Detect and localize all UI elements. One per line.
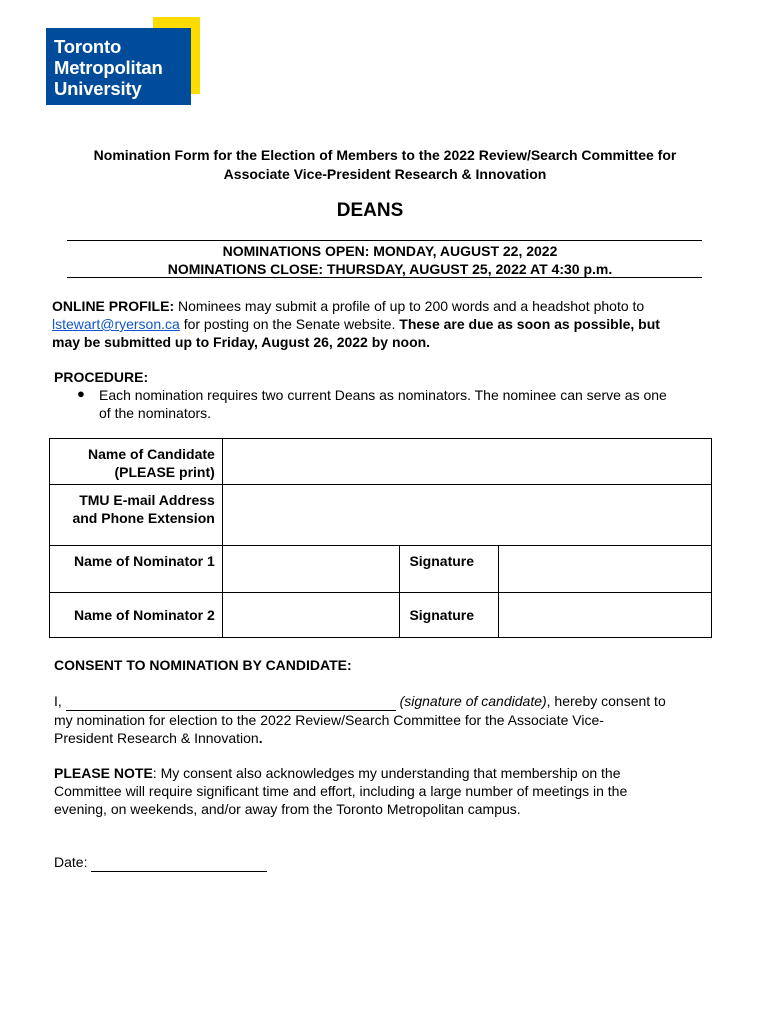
title-line-2: Associate Vice-President Research & Innovation [223, 166, 547, 182]
email-link[interactable]: lstewart@ryerson.ca [52, 316, 180, 332]
consent-heading: CONSENT TO NOMINATION BY CANDIDATE: [54, 657, 352, 673]
consent-prefix: I, [54, 693, 66, 709]
title-line-1: Nomination Form for the Election of Members to the 2022 Review/Search Committee for [93, 147, 677, 163]
form-title [40, 146, 730, 184]
nominations-close: NOMINATIONS CLOSE: THURSDAY, AUGUST 25, 2022 AT 4:30 p.m. [167, 261, 613, 277]
procedure-label: PROCEDURE: [54, 369, 149, 385]
candidate-label-line-2: (PLEASE print) [114, 464, 215, 480]
email-phone-field[interactable] [222, 485, 711, 546]
consent-statement [54, 692, 724, 747]
online-profile-deadline-1: These are due as soon as possible, but [399, 316, 660, 332]
online-profile-section [52, 297, 722, 351]
signature-2-label: Signature [400, 593, 499, 638]
candidate-name-field[interactable] [222, 439, 711, 485]
email-phone-label [50, 485, 223, 546]
please-note-label: PLEASE NOTE [54, 765, 153, 781]
nominator-1-field[interactable] [222, 546, 400, 593]
online-profile-text-1: Nominees may submit a profile of up to 200 words and a headshot photo to [174, 298, 645, 314]
table-row [50, 593, 712, 638]
signature-1-label: Signature [400, 546, 499, 593]
divider-top [67, 240, 702, 241]
procedure-text [99, 386, 667, 422]
page-heading: DEANS [336, 200, 404, 221]
date-section [54, 853, 724, 872]
logo-line-3: University [54, 78, 142, 99]
procedure-line-2: of the nominators. [99, 405, 212, 421]
bullet-icon: ● [77, 386, 85, 401]
note-line-1: : My consent also acknowledges my understanding that membership on the [152, 765, 621, 781]
nominations-open: NOMINATIONS OPEN: MONDAY, AUGUST 22, 2022 [222, 243, 558, 259]
signature-2-field[interactable] [499, 593, 712, 638]
procedure-line-1: Each nomination requires two current Deans as nominators. The nominee can serve as one [99, 387, 667, 403]
email-label-line-2: and Phone Extension [72, 510, 215, 526]
note-line-3: evening, on weekends, and/or away from the Toronto Metropolitan campus. [54, 801, 521, 817]
table-row [50, 546, 712, 593]
candidate-label-line-1: Name of Candidate [88, 446, 215, 462]
candidate-signature-line[interactable] [66, 692, 396, 711]
date-label: Date: [54, 854, 92, 870]
divider-bottom [67, 277, 702, 278]
consent-line-3: President Research & Innovation [54, 730, 259, 746]
nominator-1-label: Name of Nominator 1 [50, 546, 223, 593]
note-line-2: Committee will require significant time and effort, including a large number of meetings in the [54, 783, 628, 799]
table-row [50, 485, 712, 546]
candidate-name-label [50, 439, 223, 485]
consent-line-2: my nomination for election to the 2022 Review/Search Committee for the Associate Vice- [54, 712, 604, 728]
nomination-table [49, 438, 712, 638]
signature-1-field[interactable] [499, 546, 712, 593]
online-profile-deadline-2: may be submitted up to Friday, August 26, 2022 by noon. [52, 334, 431, 350]
consent-signature-caption: (signature of candidate) [399, 693, 547, 709]
date-field[interactable] [91, 853, 267, 872]
nominator-2-field[interactable] [222, 593, 400, 638]
table-row [50, 439, 712, 485]
consent-line-3-end: . [258, 730, 263, 746]
consent-text-1: , hereby consent to [546, 693, 666, 709]
nominator-2-label: Name of Nominator 2 [50, 593, 223, 638]
email-label-line-1: TMU E-mail Address [79, 492, 215, 508]
online-profile-label: ONLINE PROFILE: [52, 298, 175, 314]
university-logo [46, 28, 191, 105]
please-note-section [54, 764, 724, 818]
logo-line-1: Toronto [54, 36, 122, 57]
online-profile-text-2: for posting on the Senate website. [179, 316, 400, 332]
nomination-dates [40, 242, 740, 278]
logo-line-2: Metropolitan [54, 57, 163, 78]
